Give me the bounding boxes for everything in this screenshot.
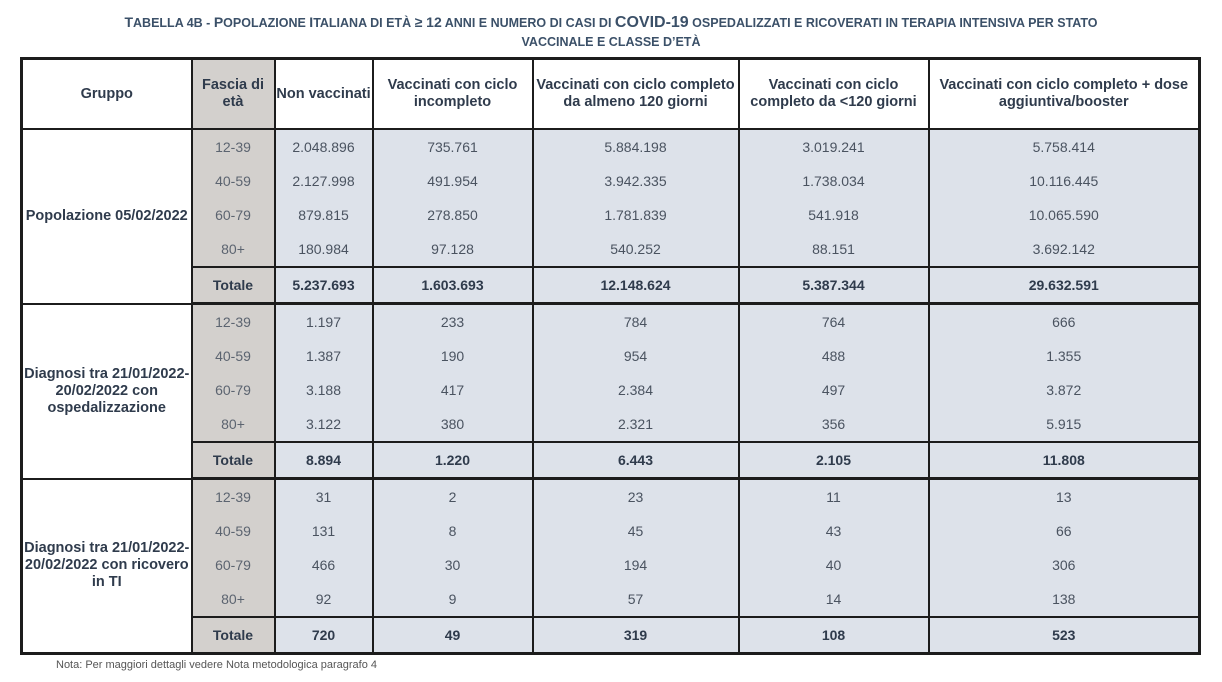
value-cell: 180.984 [275, 232, 373, 267]
total-value-cell: 8.894 [275, 442, 373, 479]
total-value-cell: 6.443 [533, 442, 739, 479]
table-row [22, 129, 1200, 164]
footnote: Nota: Per maggiori dettagli vedere Nota metodologica paragrafo 4 [56, 659, 378, 671]
value-cell: 2 [373, 479, 533, 515]
value-cell: 466 [275, 548, 373, 582]
age-band-cell: 60-79 [192, 373, 275, 407]
value-cell: 1.738.034 [739, 164, 929, 198]
value-cell: 23 [533, 479, 739, 515]
value-cell: 10.116.445 [929, 164, 1200, 198]
value-cell: 1.355 [929, 339, 1200, 373]
total-value-cell: 12.148.624 [533, 267, 739, 304]
total-row [22, 267, 1200, 304]
value-cell: 3.872 [929, 373, 1200, 407]
header-booster: Vaccinati con ciclo completo + dose aggiuntiva/booster [929, 59, 1200, 130]
total-row [22, 617, 1200, 654]
value-cell: 45 [533, 514, 739, 548]
value-cell: 3.942.335 [533, 164, 739, 198]
value-cell: 43 [739, 514, 929, 548]
total-value-cell: 11.808 [929, 442, 1200, 479]
value-cell: 306 [929, 548, 1200, 582]
age-band-cell: 40-59 [192, 339, 275, 373]
total-row [22, 442, 1200, 479]
table-row [22, 373, 1200, 407]
table-row [22, 407, 1200, 442]
header-gruppo: Gruppo [22, 59, 192, 130]
value-cell: 2.048.896 [275, 129, 373, 164]
value-cell: 491.954 [373, 164, 533, 198]
title-line-2: VACCINALE E CLASSE D’ETÀ [521, 35, 701, 49]
header-fascia: Fascia di età [192, 59, 275, 130]
table-row [22, 582, 1200, 617]
total-value-cell: 1.603.693 [373, 267, 533, 304]
age-band-cell: 60-79 [192, 198, 275, 232]
value-cell: 735.761 [373, 129, 533, 164]
value-cell: 30 [373, 548, 533, 582]
table-title [20, 13, 1202, 52]
value-cell: 666 [929, 304, 1200, 340]
value-cell: 88.151 [739, 232, 929, 267]
value-cell: 954 [533, 339, 739, 373]
total-value-cell: 108 [739, 617, 929, 654]
total-value-cell: 1.220 [373, 442, 533, 479]
header-non-vaccinati: Non vaccinati [275, 59, 373, 130]
value-cell: 31 [275, 479, 373, 515]
value-cell: 5.884.198 [533, 129, 739, 164]
value-cell: 380 [373, 407, 533, 442]
value-cell: 278.850 [373, 198, 533, 232]
header-incompleto: Vaccinati con ciclo incompleto [373, 59, 533, 130]
table-row [22, 232, 1200, 267]
age-band-cell: 80+ [192, 407, 275, 442]
value-cell: 97.128 [373, 232, 533, 267]
value-cell: 11 [739, 479, 929, 515]
value-cell: 131 [275, 514, 373, 548]
total-value-cell: 5.387.344 [739, 267, 929, 304]
age-band-cell: 60-79 [192, 548, 275, 582]
value-cell: 540.252 [533, 232, 739, 267]
value-cell: 138 [929, 582, 1200, 617]
value-cell: 190 [373, 339, 533, 373]
title-line-1: TABELLA 4B - POPOLAZIONE ITALIANA DI ETÀ ≥ 12 ANNI E NUMERO DI CASI DI COVID-19 OSPEDALIZZATI E RICOVERATI IN TERAPIA INTENSIVA PER STATO [124, 14, 1098, 31]
value-cell: 3.122 [275, 407, 373, 442]
value-cell: 2.321 [533, 407, 739, 442]
value-cell: 194 [533, 548, 739, 582]
total-label: Totale [192, 617, 275, 654]
value-cell: 1.781.839 [533, 198, 739, 232]
total-value-cell: 49 [373, 617, 533, 654]
age-band-cell: 12-39 [192, 129, 275, 164]
value-cell: 488 [739, 339, 929, 373]
value-cell: 40 [739, 548, 929, 582]
table-row [22, 548, 1200, 582]
value-cell: 497 [739, 373, 929, 407]
table-row [22, 479, 1200, 515]
table-row [22, 164, 1200, 198]
value-cell: 764 [739, 304, 929, 340]
value-cell: 417 [373, 373, 533, 407]
total-value-cell: 2.105 [739, 442, 929, 479]
value-cell: 3.188 [275, 373, 373, 407]
age-band-cell: 40-59 [192, 514, 275, 548]
value-cell: 9 [373, 582, 533, 617]
value-cell: 1.387 [275, 339, 373, 373]
value-cell: 5.758.414 [929, 129, 1200, 164]
age-band-cell: 80+ [192, 582, 275, 617]
value-cell: 356 [739, 407, 929, 442]
table-row [22, 304, 1200, 340]
value-cell: 66 [929, 514, 1200, 548]
total-value-cell: 319 [533, 617, 739, 654]
group-label: Diagnosi tra 21/01/2022- 20/02/2022 con ospedalizzazione [22, 304, 192, 479]
group-label: Popolazione 05/02/2022 [22, 129, 192, 304]
value-cell: 8 [373, 514, 533, 548]
table-row [22, 339, 1200, 373]
value-cell: 3.692.142 [929, 232, 1200, 267]
value-cell: 13 [929, 479, 1200, 515]
value-cell: 879.815 [275, 198, 373, 232]
value-cell: 2.127.998 [275, 164, 373, 198]
header-completo-lt120: Vaccinati con ciclo completo da <120 giorni [739, 59, 929, 130]
value-cell: 3.019.241 [739, 129, 929, 164]
total-value-cell: 523 [929, 617, 1200, 654]
value-cell: 2.384 [533, 373, 739, 407]
value-cell: 784 [533, 304, 739, 340]
value-cell: 1.197 [275, 304, 373, 340]
value-cell: 10.065.590 [929, 198, 1200, 232]
value-cell: 541.918 [739, 198, 929, 232]
total-value-cell: 5.237.693 [275, 267, 373, 304]
value-cell: 92 [275, 582, 373, 617]
header-completo-120: Vaccinati con ciclo completo da almeno 120 giorni [533, 59, 739, 130]
header-row [22, 59, 1200, 130]
age-band-cell: 80+ [192, 232, 275, 267]
group-label: Diagnosi tra 21/01/2022- 20/02/2022 con ricovero in TI [22, 479, 192, 654]
total-label: Totale [192, 442, 275, 479]
table-row [22, 514, 1200, 548]
table-body [22, 129, 1200, 654]
total-label: Totale [192, 267, 275, 304]
value-cell: 57 [533, 582, 739, 617]
table-row [22, 198, 1200, 232]
total-value-cell: 29.632.591 [929, 267, 1200, 304]
value-cell: 14 [739, 582, 929, 617]
value-cell: 5.915 [929, 407, 1200, 442]
age-band-cell: 40-59 [192, 164, 275, 198]
age-band-cell: 12-39 [192, 479, 275, 515]
total-value-cell: 720 [275, 617, 373, 654]
value-cell: 233 [373, 304, 533, 340]
age-band-cell: 12-39 [192, 304, 275, 340]
vaccination-table [20, 57, 1201, 655]
